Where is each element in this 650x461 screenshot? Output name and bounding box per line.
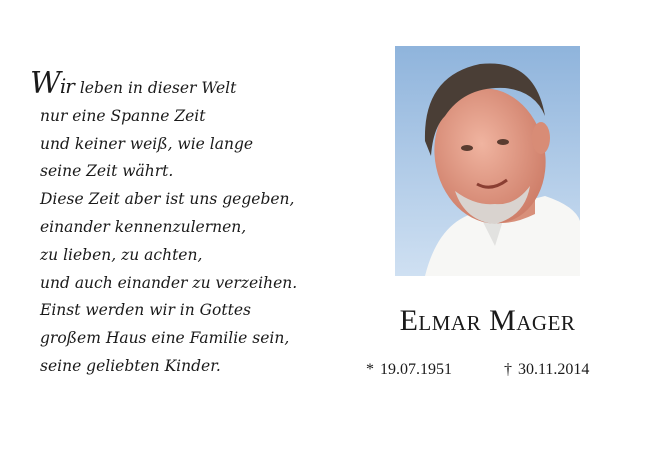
birth-star-icon: * [366,361,374,378]
poem-line-9: Einst werden wir in Gottes [40,301,251,320]
birth-date-text: 19.07.1951 [380,361,452,378]
birth-date [366,361,452,379]
poem-line-6: einander kennenzulernen, [40,217,247,236]
poem-line-10: großem Haus eine Familie sein, [40,329,290,348]
death-date-text: 30.11.2014 [518,361,590,378]
deceased-name: Elmar Mager [399,304,576,337]
poem-line-7: zu lieben, zu achten, [40,245,203,264]
portrait-photo [395,46,580,276]
poem-line-5: Diese Zeit aber ist uns gegeben, [40,190,295,209]
memorial-poem [30,66,350,381]
poem-line-2: nur eine Spanne Zeit [40,106,206,125]
poem-line-11: seine geliebten Kinder. [40,356,221,375]
poem-line-4: seine Zeit währt. [40,162,174,181]
poem-line-1: Wir leben in dieser Welt [30,66,237,101]
poem-line-8: und auch einander zu verzeihen. [40,273,298,292]
poem-line-3: und keiner weiß, wie lange [40,134,254,153]
poem-initial-letter: Wir [30,66,74,101]
death-cross-icon: † [504,361,512,378]
death-date [504,361,589,379]
